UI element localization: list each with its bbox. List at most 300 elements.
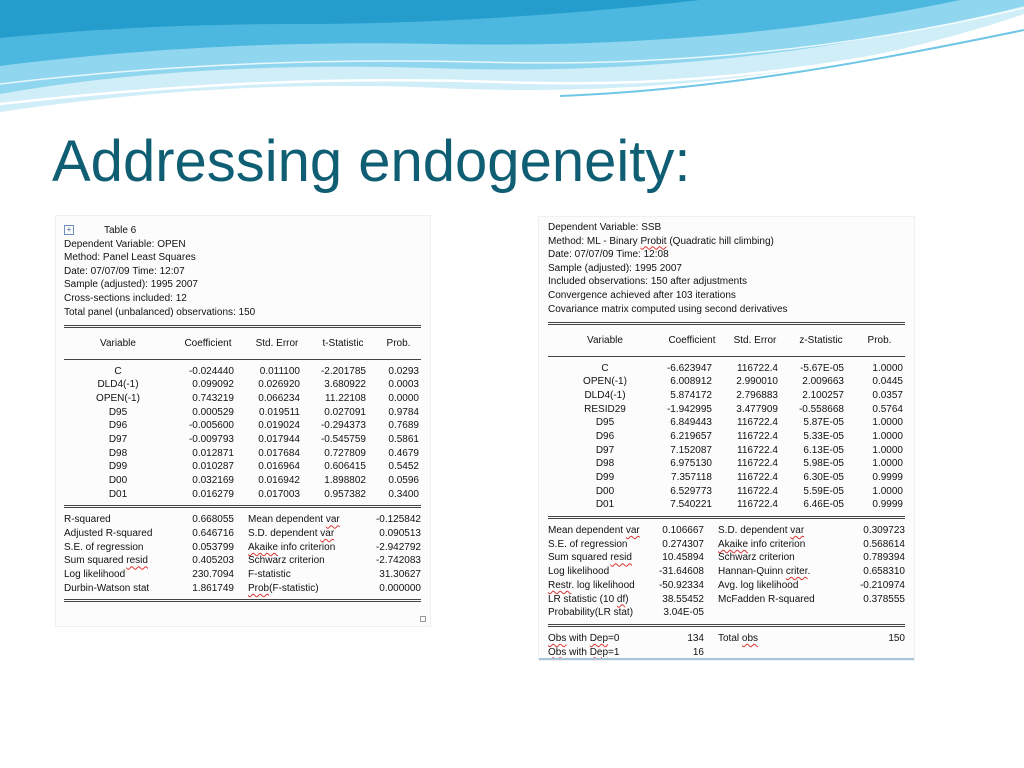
stat-label [548, 537, 656, 551]
cell-value: 1.0000 [872, 485, 903, 497]
cell-text: 3.04E-05 [663, 607, 704, 619]
stat-label [716, 537, 832, 551]
spell-underline-text: obs [741, 632, 759, 644]
table-row [64, 474, 421, 488]
coefficient-table [548, 325, 905, 512]
cell-text: 0.053799 [192, 541, 234, 553]
stat-row [548, 578, 905, 592]
stat-label [64, 527, 174, 541]
column-header: Coefficient [668, 334, 716, 346]
table-rule [548, 516, 905, 519]
output-header [64, 238, 422, 320]
cell-text: Mean dependent [548, 525, 626, 537]
stat-value [832, 565, 905, 579]
header-line: Date: 07/07/09 Time: 12:07 [64, 265, 185, 277]
cell-text: S.D. dependent [248, 528, 321, 540]
cell-text: . [807, 566, 811, 578]
header-line: Cross-sections included: 12 [64, 292, 187, 304]
cell-text: . log likelihood [571, 579, 635, 591]
stat-label [548, 606, 656, 620]
cell-value: 116722.4 [737, 444, 778, 456]
stat-row [64, 568, 421, 582]
table-row [548, 443, 905, 457]
header-line [548, 262, 906, 276]
variable-name: D97 [108, 433, 128, 445]
stat-value [174, 540, 246, 554]
cell-text: 0.378555 [863, 593, 905, 605]
cell-value: 116722.4 [737, 417, 778, 429]
stat-label [246, 540, 348, 554]
spell-underline-text: Dep [589, 646, 609, 658]
spell-underline-text: Dep [589, 632, 609, 644]
cell-value: 1.0000 [872, 458, 903, 470]
cell-text: Mean dependent [248, 514, 326, 526]
cell-value: -0.294373 [320, 420, 366, 432]
stat-label [246, 513, 348, 527]
cell-value: 1.0000 [872, 430, 903, 442]
header-line: Dependent Variable: OPEN [64, 238, 186, 250]
cell-text: 0.658310 [863, 566, 905, 578]
stat-label [64, 568, 174, 582]
column-header: Prob. [867, 334, 892, 346]
cell-value: 7.540221 [670, 499, 712, 511]
cell-value: 0.016964 [258, 461, 300, 473]
column-header-row [64, 328, 421, 358]
cell-value: 0.017944 [258, 433, 300, 445]
spell-underline-text: var [320, 528, 335, 540]
header-wave-graphic [0, 0, 1024, 120]
cell-value: 0.0596 [388, 475, 419, 486]
cell-text: -0.125842 [375, 514, 421, 526]
variable-name: D99 [108, 461, 128, 473]
spell-underline-text: resid [610, 552, 632, 564]
cell-text: with [566, 646, 590, 658]
cell-value: 6.219657 [670, 430, 712, 442]
cell-text: Schwarz criterion [248, 555, 325, 567]
stat-value [832, 632, 905, 646]
output-header [548, 221, 906, 316]
header-line: Total panel (unbalanced) observations: 150 [64, 306, 256, 318]
cell-value: 6.529773 [670, 485, 712, 497]
cell-text: 0.106667 [662, 525, 704, 537]
stat-label [716, 565, 832, 579]
stat-row [548, 524, 905, 538]
slide-title: Addressing endogeneity: [52, 129, 691, 194]
spell-underline-text: var [325, 514, 340, 526]
cell-text: info criterion [748, 538, 806, 550]
column-header: Std. Error [733, 334, 777, 346]
variable-name: C [114, 365, 122, 377]
spell-underline-text: Obs [548, 632, 567, 644]
column-header: Coefficient [184, 337, 232, 349]
variable-name: OPEN(-1) [583, 376, 627, 388]
stat-label [64, 540, 174, 554]
cell-value: 116722.4 [737, 362, 778, 374]
cell-value: -0.024440 [188, 365, 234, 377]
cell-text: Durbin-Watson stat [64, 582, 150, 594]
expand-icon[interactable]: + [64, 225, 74, 235]
table-row [548, 375, 905, 389]
cell-text: -50.92334 [658, 579, 704, 591]
column-header-row [548, 325, 905, 355]
stat-label [716, 632, 832, 646]
stat-label [716, 578, 832, 592]
cell-text: with [566, 632, 590, 644]
cell-value: -2.201785 [320, 365, 366, 377]
header-line [548, 303, 906, 317]
cell-value: 3.477909 [736, 403, 778, 415]
cell-value: 2.796883 [736, 389, 778, 401]
cell-value: 2.990010 [736, 376, 778, 388]
cell-value: 0.019024 [258, 420, 300, 432]
cell-text: =1 [608, 646, 620, 658]
stat-label [548, 578, 656, 592]
variable-name: D96 [108, 420, 128, 432]
cell-text: Avg. log likelihood [718, 579, 799, 591]
cell-text: 0.000000 [379, 582, 421, 594]
cell-text: Sum squared [548, 552, 611, 564]
spell-underline-text: Restr [548, 579, 572, 591]
cell-value: -6.623947 [666, 362, 712, 374]
stat-value [832, 592, 905, 606]
cell-value: 0.099092 [192, 379, 234, 391]
variable-name: D01 [595, 499, 615, 511]
variable-name: DLD4(-1) [97, 379, 139, 391]
cell-text: (F-statistic) [269, 582, 319, 594]
table-label: Table 6 [104, 225, 137, 236]
spell-underline-text: Probit [640, 235, 667, 247]
stat-row [548, 551, 905, 565]
stat-value [348, 527, 421, 541]
cell-text: 0.309723 [863, 525, 905, 537]
table-row [64, 433, 421, 447]
spell-underline-text: Prob [248, 582, 270, 594]
spell-underline-text: resid [126, 555, 148, 567]
column-header: Prob. [386, 337, 411, 349]
stat-row [548, 537, 905, 551]
cell-text: -2.942792 [375, 541, 421, 553]
cell-value: 1.0000 [872, 362, 903, 374]
variable-name: D98 [108, 447, 128, 459]
cell-text: Included observations: 150 after adjustments [548, 276, 748, 288]
stat-row [548, 606, 905, 620]
stat-label [246, 527, 348, 541]
stat-label [548, 524, 656, 538]
cell-value: 0.019511 [259, 406, 300, 418]
stat-label [64, 554, 174, 568]
table-row [64, 460, 421, 474]
stat-label [716, 524, 832, 538]
cell-value: 0.957382 [324, 488, 366, 500]
table-row [548, 430, 905, 444]
cell-value: -0.558668 [798, 403, 844, 415]
stat-label [548, 551, 656, 565]
cell-value: 116722.4 [737, 472, 778, 483]
cell-text: McFadden R-squared [718, 593, 815, 605]
cell-text: R-squared [64, 514, 111, 526]
cell-value: 0.017684 [258, 447, 300, 459]
cell-value: 0.016942 [258, 475, 300, 486]
stat-value [174, 554, 246, 568]
stat-value [174, 581, 246, 595]
stat-value [348, 581, 421, 595]
column-header: Variable [100, 337, 136, 349]
stat-value [348, 568, 421, 582]
stat-value [656, 592, 716, 606]
header-line [548, 248, 906, 262]
cell-text: 1.861749 [192, 582, 234, 594]
cell-value: 116722.4 [737, 485, 778, 497]
spell-underline-text: Obs [548, 646, 567, 658]
cell-value: 3.680922 [324, 379, 366, 391]
variable-name: D96 [595, 430, 615, 442]
cell-value: 0.017003 [258, 488, 300, 500]
cell-value: 0.011100 [259, 365, 300, 377]
cell-text: LR statistic (10 [548, 593, 617, 605]
cell-text: Adjusted R-squared [64, 528, 153, 540]
cell-text: 0.090513 [379, 528, 421, 540]
header-line: Method: Panel Least Squares [64, 252, 196, 264]
cell-text: Date: 07/07/09 Time: 12:08 [548, 249, 669, 261]
cell-value: 5.59E-05 [803, 485, 844, 497]
cell-text: -31.64608 [658, 566, 704, 578]
cell-value: 0.010287 [192, 461, 234, 473]
cell-text: Total [718, 632, 742, 644]
stat-label [548, 645, 656, 659]
cell-text: F-statistic [248, 569, 291, 581]
column-header: Variable [587, 334, 623, 346]
stat-value [174, 527, 246, 541]
cell-value: 0.5764 [872, 403, 903, 415]
stat-label [716, 592, 832, 606]
table-row [548, 416, 905, 430]
cell-value: 6.46E-05 [803, 499, 844, 511]
header-line [548, 289, 906, 303]
stat-value [348, 540, 421, 554]
stat-row [64, 527, 421, 541]
obs-row [548, 645, 905, 659]
cell-value: 0.743219 [192, 392, 234, 404]
cell-value: 5.98E-05 [803, 458, 844, 470]
cell-text: Probability(LR stat) [548, 607, 634, 619]
table-row [548, 402, 905, 416]
table-rule [64, 599, 421, 602]
cell-value: 116722.4 [737, 499, 778, 511]
stat-value [656, 632, 716, 646]
variable-name: D01 [108, 488, 128, 500]
table-row [548, 498, 905, 512]
variable-name: D00 [595, 485, 615, 497]
cell-text: Log likelihood [64, 569, 126, 581]
cell-value: 0.066234 [258, 392, 300, 404]
cell-text: 150 [888, 632, 905, 644]
regression-stats-table [548, 524, 905, 620]
cell-value: 0.012871 [192, 447, 234, 459]
table-row [548, 457, 905, 471]
cell-text: Dependent Variable: SSB [548, 222, 662, 233]
cell-value: 0.3400 [388, 488, 419, 500]
cell-text: Convergence achieved after 103 iterations [548, 289, 736, 301]
table-row [64, 405, 421, 419]
cell-value: 0.016279 [192, 488, 234, 500]
table-row [64, 378, 421, 392]
table-row [64, 364, 421, 378]
header-line: Sample (adjusted): 1995 2007 [64, 279, 198, 291]
stat-value [348, 513, 421, 527]
variable-name: D95 [595, 417, 615, 429]
table-row [64, 446, 421, 460]
coefficient-table [64, 328, 421, 501]
cell-text: Covariance matrix computed using second derivatives [548, 303, 788, 315]
stat-value [832, 578, 905, 592]
obs-row [548, 632, 905, 646]
table-rule [548, 624, 905, 627]
cell-value: 0.4679 [388, 447, 419, 459]
cell-value: 0.0003 [388, 379, 419, 391]
stat-row [64, 581, 421, 595]
cell-text: -0.210974 [859, 579, 905, 591]
table-row [548, 484, 905, 498]
cell-value: 1.898802 [324, 475, 366, 486]
cell-text: Log likelihood [548, 566, 610, 578]
cell-value: 6.008912 [670, 376, 712, 388]
cell-text: S.E. of regression [548, 538, 628, 550]
cell-value: 116722.4 [737, 458, 778, 470]
cell-value: 7.357118 [671, 472, 712, 483]
stat-label [716, 606, 832, 620]
table-caption-row [64, 224, 422, 238]
stat-value [174, 513, 246, 527]
cell-value: 0.9784 [388, 406, 419, 418]
cell-value: 2.100257 [802, 389, 844, 401]
stat-value [174, 568, 246, 582]
header-line [548, 221, 906, 235]
variable-name: RESID29 [584, 403, 626, 415]
stat-label [548, 565, 656, 579]
observations-table [548, 632, 905, 659]
spell-underline-text: df [616, 593, 626, 605]
variable-name: DLD4(-1) [584, 389, 626, 401]
table-row [548, 389, 905, 403]
cell-text: 0.274307 [662, 538, 704, 550]
cell-text: Schwarz criterion [718, 552, 795, 564]
cell-text: ) [625, 593, 629, 605]
cell-text: Method: ML - Binary [548, 235, 641, 247]
stat-row [64, 513, 421, 527]
stat-value [656, 645, 716, 659]
stat-value [832, 524, 905, 538]
cell-text: 230.7094 [192, 569, 234, 581]
cell-value: -5.67E-05 [800, 362, 844, 374]
variable-name: D97 [595, 444, 615, 456]
cell-text: 0.646716 [192, 528, 234, 540]
stat-value [832, 551, 905, 565]
cell-text: Sample (adjusted): 1995 2007 [548, 262, 682, 274]
cell-text: 10.45894 [662, 552, 704, 564]
cell-value: 6.13E-05 [803, 444, 844, 456]
cell-text: 16 [692, 646, 704, 658]
spell-underline-text: var [790, 525, 805, 537]
cell-value: 0.727809 [324, 447, 366, 459]
spell-underline-text: var [625, 525, 640, 537]
spell-underline-text: Akaike [248, 541, 279, 553]
probit-output [539, 217, 914, 660]
cell-text: =0 [608, 632, 620, 644]
cell-value: 6.849443 [670, 417, 712, 429]
header-line [548, 235, 906, 249]
cell-value: 0.0293 [388, 365, 419, 377]
table-row [64, 487, 421, 501]
stat-label [64, 581, 174, 595]
stat-row [548, 565, 905, 579]
cell-text: info criterion [278, 541, 336, 553]
regression-stats-table [64, 513, 421, 595]
cell-value: 0.9999 [872, 472, 903, 483]
stat-value [656, 537, 716, 551]
stat-value [656, 524, 716, 538]
stat-label [716, 645, 832, 659]
cell-value: 6.975130 [670, 458, 712, 470]
cell-text: 0.668055 [192, 514, 234, 526]
variable-name: D95 [108, 406, 128, 418]
cell-value: 7.152087 [670, 444, 712, 456]
cell-value: 0.9999 [872, 499, 903, 511]
stat-label [246, 568, 348, 582]
spell-underline-text: criter [785, 566, 808, 578]
variable-name: D98 [595, 458, 615, 470]
cell-value: -0.009793 [188, 433, 234, 445]
stat-row [548, 592, 905, 606]
stat-value [656, 606, 716, 620]
stat-value [656, 578, 716, 592]
column-header: Std. Error [255, 337, 299, 349]
cell-value: -0.545759 [320, 433, 366, 445]
stat-value [348, 554, 421, 568]
cell-text: 38.55452 [662, 593, 704, 605]
cell-value: 0.7689 [388, 420, 419, 432]
cell-value: 0.0445 [872, 376, 903, 388]
cell-value: -0.005600 [188, 420, 234, 432]
cell-text: Hannan-Quinn [718, 566, 786, 578]
cell-value: 0.5452 [388, 461, 419, 473]
cell-text: 0.568614 [863, 538, 905, 550]
variable-name: C [601, 362, 609, 374]
cell-text: -2.742083 [375, 555, 421, 567]
cell-text: S.E. of regression [64, 541, 144, 553]
stat-value [656, 551, 716, 565]
stat-label [246, 581, 348, 595]
cell-value: 5.33E-05 [803, 430, 844, 442]
cell-value: 5.874172 [670, 389, 712, 401]
cell-value: 0.0000 [388, 392, 419, 404]
stat-label [716, 551, 832, 565]
cell-value: 0.032169 [192, 475, 234, 486]
cell-text: 0.789394 [863, 552, 905, 564]
stat-label [548, 592, 656, 606]
variable-name: OPEN(-1) [96, 392, 140, 404]
resize-handle-icon[interactable] [420, 616, 426, 622]
cell-value: 5.87E-05 [803, 417, 844, 429]
cell-text: 31.30627 [379, 569, 421, 581]
cell-value: 2.009663 [802, 376, 844, 388]
cell-value: 0.027091 [324, 406, 366, 418]
cell-text: (Quadratic hill climbing) [666, 235, 774, 247]
cell-value: 1.0000 [872, 444, 903, 456]
cell-value: 0.606415 [324, 461, 366, 473]
cell-value: 0.0357 [872, 389, 903, 401]
cell-value: 116722.4 [737, 430, 778, 442]
column-header: z-Statistic [799, 334, 843, 346]
